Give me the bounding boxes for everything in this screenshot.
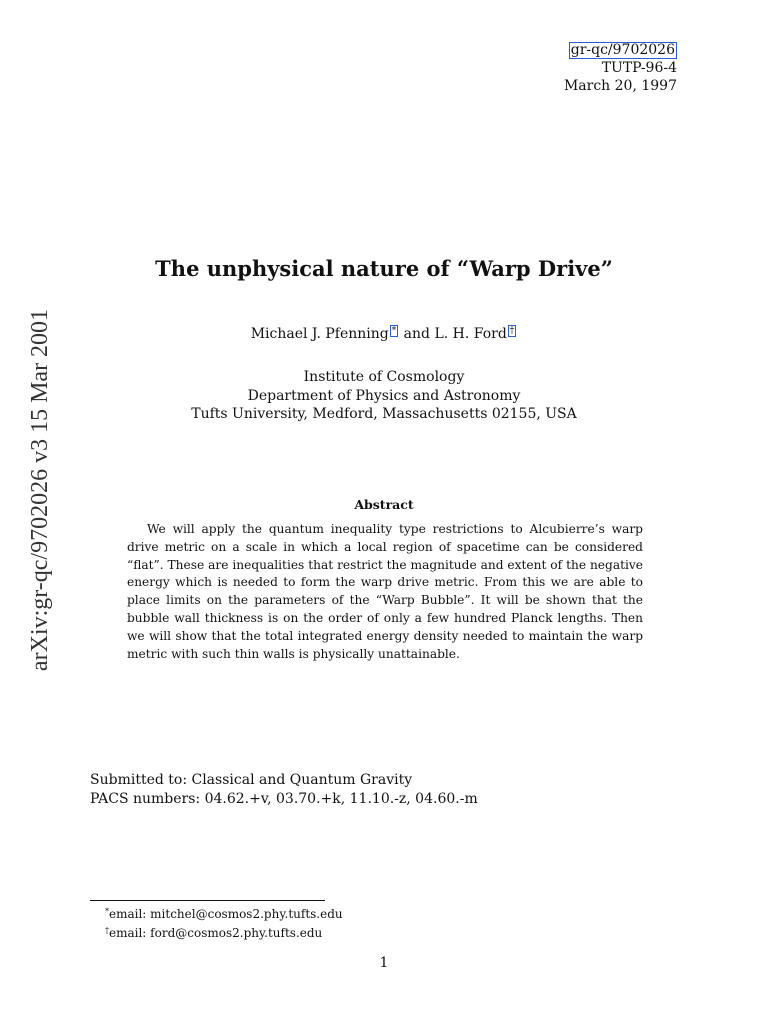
affiliation-line: Institute of Cosmology [303, 369, 465, 385]
footnote-text: email: mitchel@cosmos2.phy.tufts.edu [109, 907, 343, 921]
affiliation-line: Tufts University, Medford, Massachusetts 02155, USA [191, 406, 577, 422]
header-identifiers [564, 41, 677, 95]
footnotes [105, 904, 343, 941]
footnote-text: email: ford@cosmos2.phy.tufts.edu [109, 925, 323, 940]
abstract-text: We will apply the quantum inequality type restrictions to Alcubierre’s warp drive metric on a scale in which a local region of spacetime can be considered “flat”. These are inequalities that restrict the magnitude and extent of the negative energy which is needed to form the warp drive metric. From this we are able to place limits on the parameters of the “Warp Bubble”. It will be shown that the bubble wall thickness is on the order of only a few hundred Planck lengths. Then we will show that the total integrated energy density needed to maintain the warp metric with such thin walls is physically unattainable. [127, 522, 643, 661]
author-name: L. H. Ford [434, 326, 507, 342]
footnote [105, 904, 343, 923]
author-name: Michael J. Pfenning [250, 326, 389, 342]
footnote-mark: † [105, 925, 109, 935]
affiliation-line: Department of Physics and Astronomy [247, 387, 521, 404]
submitted-to: Submitted to: Classical and Quantum Gravity [90, 772, 413, 788]
submission-info [90, 771, 478, 809]
footnote-divider [90, 900, 325, 901]
preprint-date: March 20, 1997 [563, 78, 677, 94]
abstract-heading: Abstract [354, 497, 414, 512]
author-line [0, 325, 768, 343]
footnote-link[interactable]: * [391, 326, 397, 336]
footnote-mark: * [105, 907, 109, 916]
page-number: 1 [379, 955, 389, 971]
author-separator: and [399, 326, 435, 342]
arxiv-id-link[interactable]: gr-qc/9702026 [570, 42, 675, 58]
paper-title: The unphysical nature of “Warp Drive” [155, 256, 613, 281]
pacs-numbers: PACS numbers: 04.62.+v, 03.70.+k, 11.10.-z, 04.60.-m [90, 791, 478, 807]
affiliation [0, 368, 768, 424]
footnote-link[interactable]: † [509, 326, 515, 336]
footnote [105, 923, 343, 942]
report-number: TUTP-96-4 [601, 60, 677, 76]
arxiv-side-stamp: arXiv:gr-qc/9702026 v3 15 Mar 2001 [27, 308, 53, 672]
